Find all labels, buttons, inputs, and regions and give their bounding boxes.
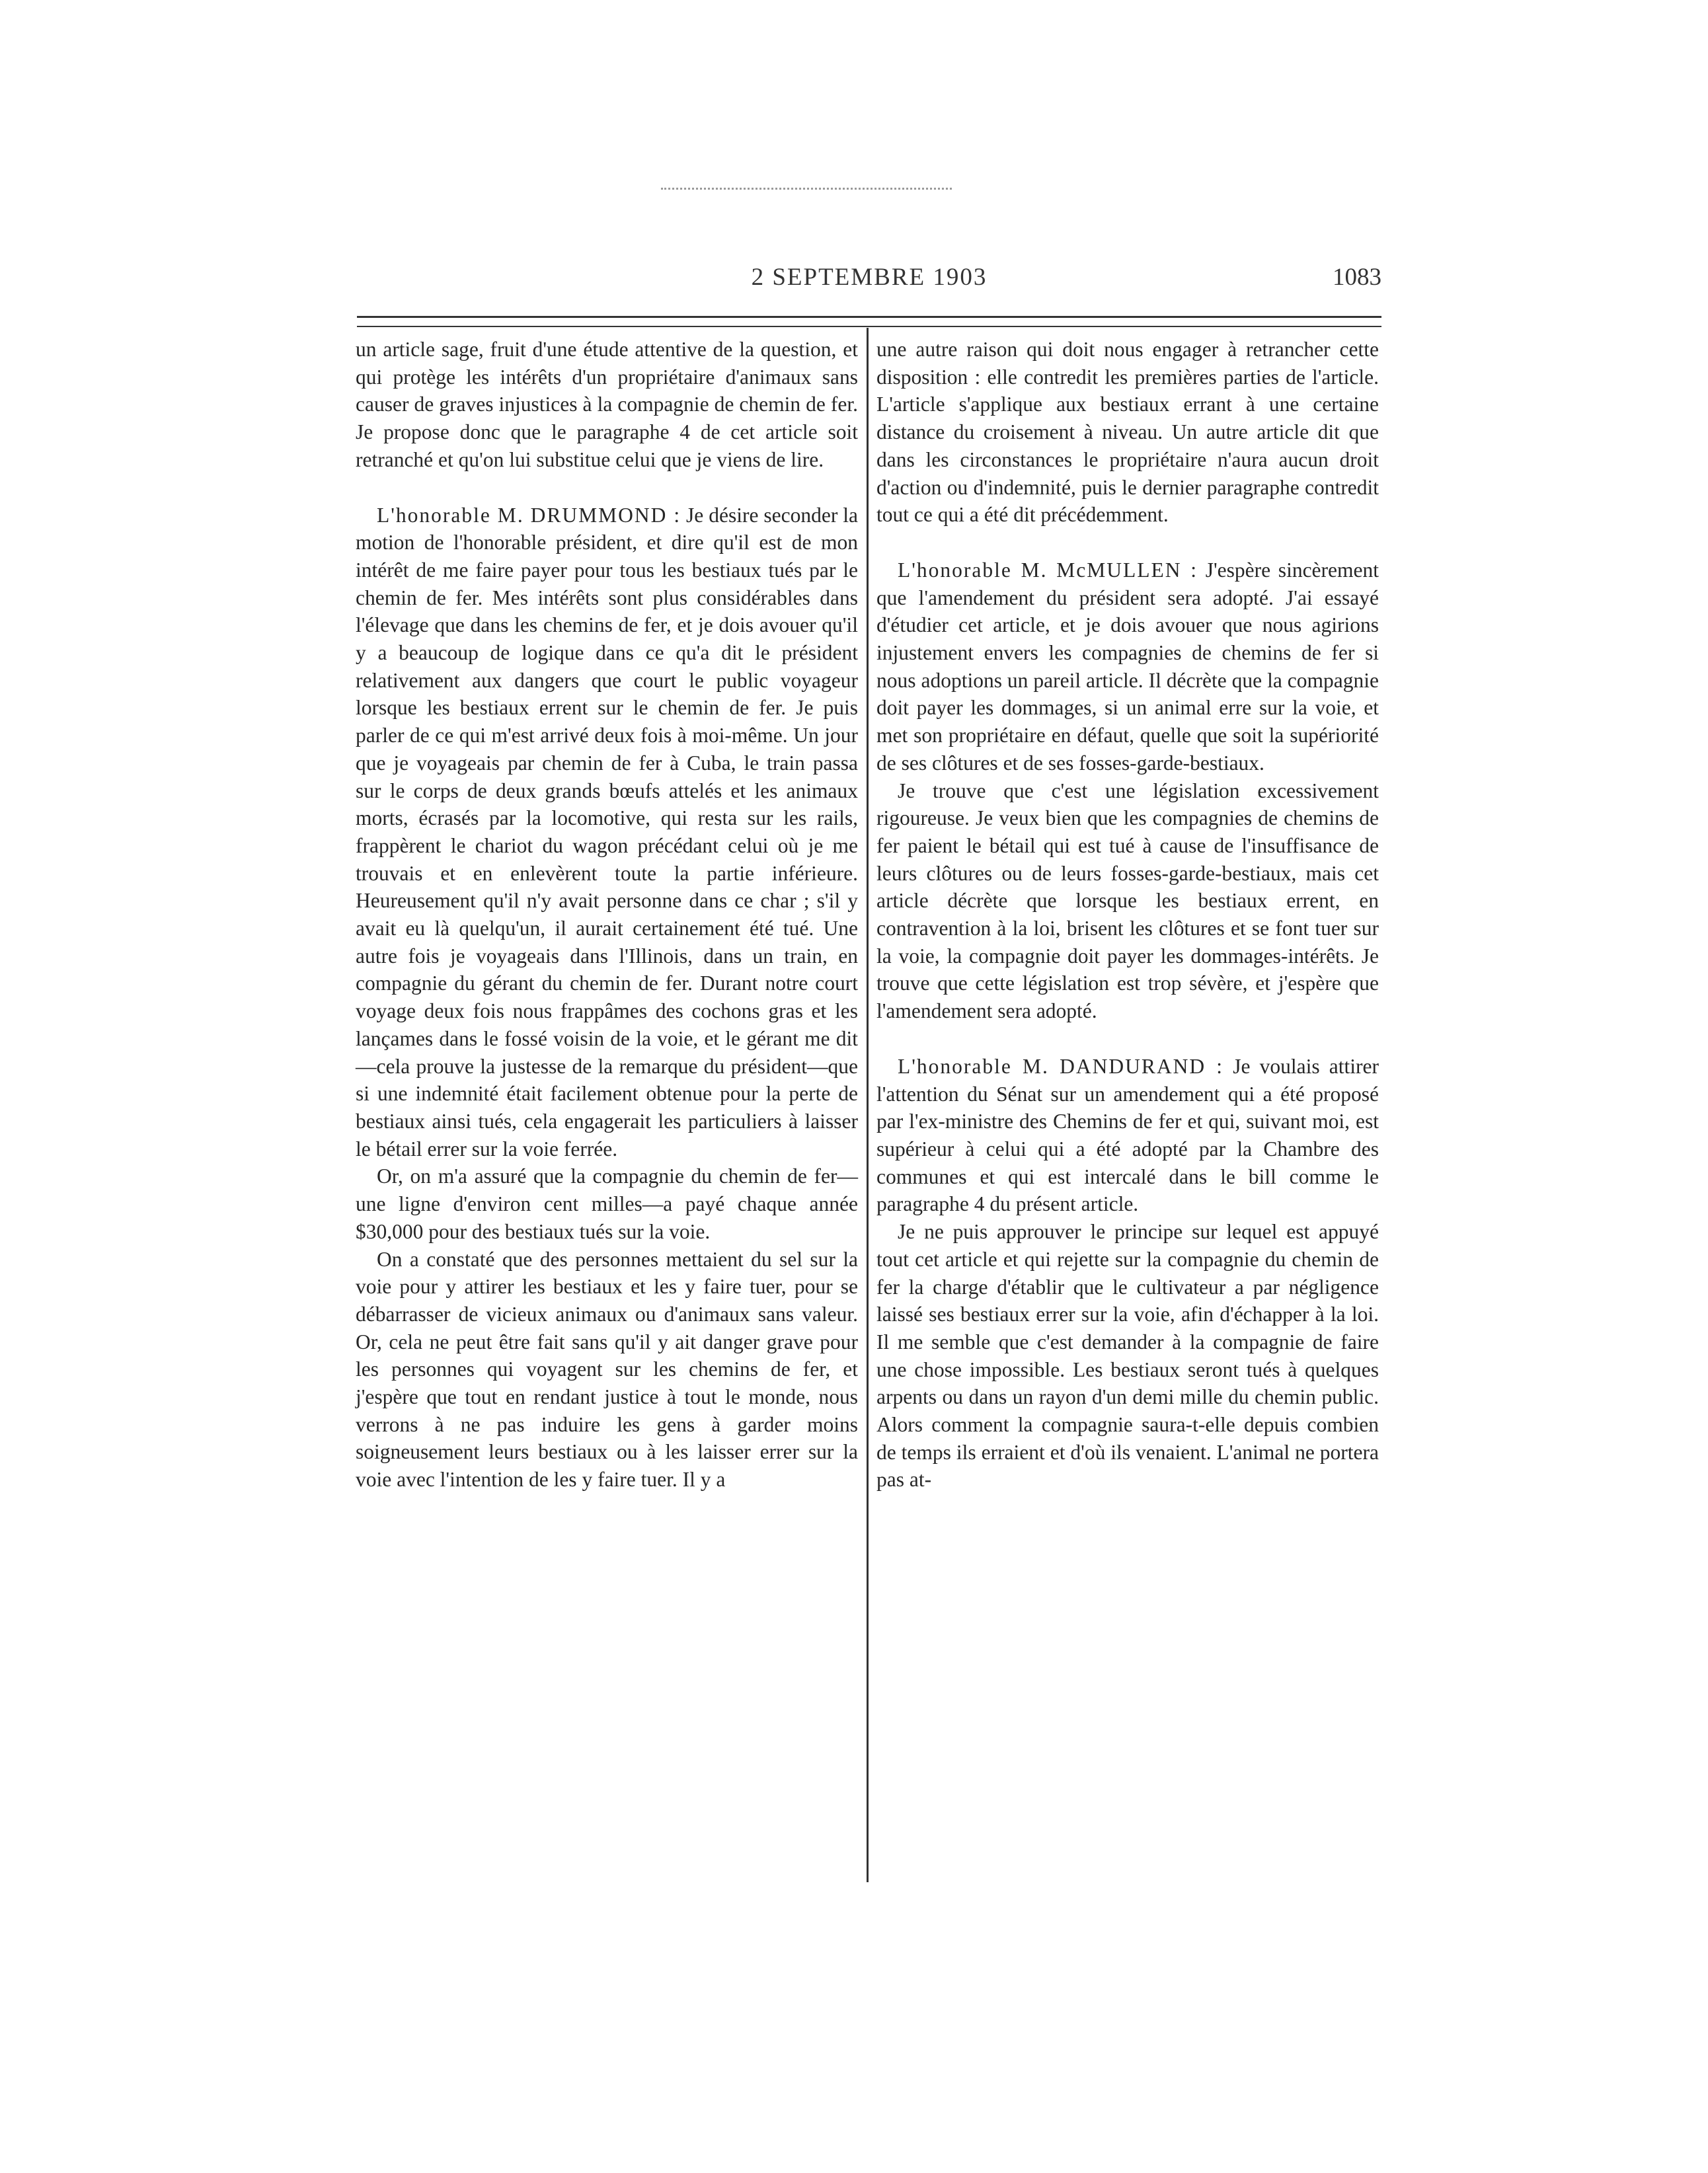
speech-mcmullen (876, 556, 1379, 777)
speech-text: Je désire seconder la motion de l'honorable président, et dire qu'il est de mon intérêt de me faire payer pour tous les bestiaux tués par le chemin de fer. Mes intérêts sont plus considérables dans l'élevage que dans les chemins de fer, et je dois avouer qu'il y a beaucoup de logique dans ce qu'a dit le président relativement aux dangers que court le public voyageur lorsque les bestiaux errent sur le chemin de fer. Je puis parler de ce qui m'est arrivé deux fois à moi-même. Un jour que je voyageais par chemin de fer à Cuba, le train passa sur le corps de deux grands bœufs attelés et les animaux morts, écrasés par la locomotive, qui resta sur les rails, frappèrent le chariot du wagon précédant celui où je me trouvais et en enlevèrent toute la partie inférieure. Heureusement qu'il n'y avait personne dans ce char ; s'il y avait eu là quelqu'un, il aurait certainement été tué. Une autre fois je voyageais dans l'Illinois, dans un train, en compagnie du gérant du chemin de fer. Durant notre court voyage deux fois nous frappâmes des cochons gras et les lançames dans le fossé voisin de la voie, et le gérant me dit—cela prouve la justesse de la remarque du président—que si une indemnité était facilement obtenue pour la perte de bestiaux ainsi tués, cela engagerait les particuliers à laisser le bétail errer sur la voie ferrée. (356, 503, 858, 1161)
speaker-name: L'honorable M. DRUMMOND : (377, 503, 681, 527)
paragraph: Or, on m'a assuré que la compagnie du chemin de fer—une ligne d'environ cent milles—a payé chaque année $30,000 pour des bestiaux tués sur la voie. (356, 1164, 858, 1243)
page-number: 1083 (1333, 264, 1381, 291)
speech-drummond (356, 502, 858, 1163)
speech-text: Je voulais attirer l'attention du Sénat sur un amendement qui a été proposé par l'ex-ministre des Chemins de fer et qui, suivant moi, est supérieur à celui qui a été adopté par la Chambre des communes et qui est intercalé dans le bill comme le paragraphe 4 du présent article. (876, 1054, 1379, 1216)
right-column (876, 336, 1379, 1882)
page-header (357, 263, 1381, 303)
scan-artifact (661, 188, 952, 194)
speaker-name: L'honorable M. McMULLEN : (898, 558, 1198, 582)
paragraph: un article sage, fruit d'une étude attentive de la question, et qui protège les intérêts d'un propriétaire d'animaux sans causer de graves injustices à la compagnie de chemin de fer. Je propose donc que le paragraphe 4 de cet article soit retranché et qu'on lui substitue celui que je viens de lire. (356, 338, 858, 471)
paragraph: Je trouve que c'est une législation excessivement rigoureuse. Je veux bien que les compagnies de chemins de fer paient le bétail qui est tué à cause de l'insuffisance de leurs clôtures ou de leurs fosses-garde-bestiaux, mais cet article décrète que lorsque les bestiaux errent, en contravention à la loi, brisent les clôtures et se font tuer sur la voie, la compagnie doit payer les dommages-intérêts. Je trouve que cette législation est trop sévère, et j'espère que l'amendement sera adopté. (876, 779, 1379, 1023)
page-date: 2 SEPTEMBRE 1903 (751, 264, 988, 291)
speaker-name: L'honorable M. DANDURAND : (898, 1054, 1224, 1078)
paragraph: On a constaté que des personnes mettaient du sel sur la voie pour y attirer les bestiaux et les y faire tuer, pour se débarrasser de vicieux animaux ou d'animaux sans valeur. Or, cela ne peut être fait sans qu'il y ait danger grave pour les personnes qui voyagent sur les chemins de fer, et j'espère que tout en rendant justice à tout le monde, nous verrons à ne pas induire les gens à garder moins soigneusement leurs bestiaux ou à les laisser errer sur la voie avec l'intention de les y faire tuer. Il y a (356, 1247, 858, 1492)
speech-text: J'espère sincèrement que l'amendement du président sera adopté. J'ai essayé d'étudier cet article, et je dois avouer que nous agirions injustement envers les compagnies de chemins de fer si nous adoptions un pareil article. Il décrète que la compagnie doit payer les dommages, si un animal erre sur la voie, et met son propriétaire en défaut, quelle que soit la supériorité de ses clôtures et de ses fosses-garde-bestiaux. (876, 558, 1379, 775)
paragraph: Je ne puis approuver le principe sur lequel est appuyé tout cet article et qui rejette sur la compagnie du chemin de fer la charge d'établir que le cultivateur a par négligence laissé ses bestiaux errer sur la voie, afin d'échapper à la loi. Il me semble que c'est demander à la compagnie de faire une chose impossible. Les bestiaux seront tués à quelques arpents ou dans un rayon d'un demi mille du chemin public. Alors comment la compagnie saura-t-elle depuis combien de temps ils erraient et d'où ils venaient. L'animal ne portera pas at- (876, 1220, 1379, 1492)
column-divider (867, 328, 869, 1882)
left-column (356, 336, 858, 1882)
header-rule (357, 316, 1381, 327)
paragraph: une autre raison qui doit nous engager à retrancher cette disposition : elle contredit les premières parties de l'article. L'article s'applique aux bestiaux errant à une certaine distance du croisement à niveau. Un autre article dit que dans les circonstances le propriétaire n'aura aucun droit d'action ou d'indemnité, puis le dernier paragraphe contredit tout ce qui a été dit précédemment. (876, 338, 1379, 527)
speech-dandurand (876, 1053, 1379, 1218)
